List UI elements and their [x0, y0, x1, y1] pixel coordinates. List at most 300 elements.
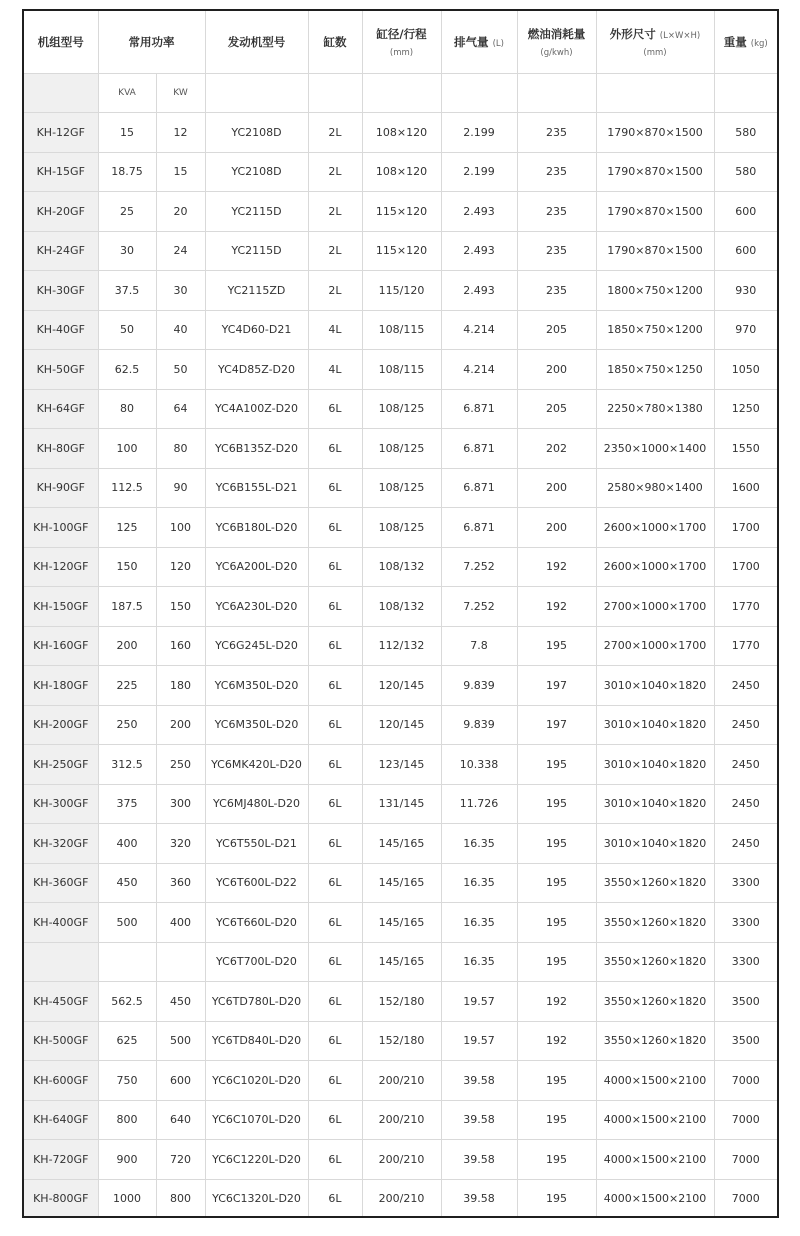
- header-bore-unit: (mm): [389, 48, 414, 58]
- cell-model: KH-100GF: [24, 508, 98, 548]
- cell-kva: 18.75: [98, 152, 156, 192]
- cell-weight: 1700: [714, 547, 777, 587]
- cell-dimensions: 3550×1260×1820: [596, 982, 714, 1022]
- cell-engine: YC2115D: [205, 192, 308, 232]
- table-row: [24, 468, 777, 508]
- table-row: [24, 982, 777, 1022]
- cell-displacement: 16.35: [441, 903, 517, 943]
- table-row: [24, 666, 777, 706]
- cell-kw: 100: [156, 508, 205, 548]
- cell-engine: YC6M350L-D20: [205, 705, 308, 745]
- cell-bore: 120/145: [362, 666, 441, 706]
- cell-kva: 25: [98, 192, 156, 232]
- cell-cylinders: 6L: [308, 982, 362, 1022]
- cell-engine: YC6C1320L-D20: [205, 1179, 308, 1218]
- cell-model: KH-200GF: [24, 705, 98, 745]
- cell-engine: YC6T700L-D20: [205, 942, 308, 982]
- cell-displacement: 6.871: [441, 468, 517, 508]
- table-body: [24, 113, 777, 1219]
- cell-kw: 640: [156, 1100, 205, 1140]
- cell-kw: 64: [156, 389, 205, 429]
- cell-fuel: 235: [517, 231, 596, 271]
- cell-bore: 108/115: [362, 350, 441, 390]
- cell-engine: YC6A230L-D20: [205, 587, 308, 627]
- cell-kw: 80: [156, 429, 205, 469]
- table-row: [24, 824, 777, 864]
- cell-displacement: 7.252: [441, 547, 517, 587]
- cell-displacement: 39.58: [441, 1140, 517, 1180]
- cell-dimensions: 3010×1040×1820: [596, 824, 714, 864]
- cell-dimensions: 1790×870×1500: [596, 192, 714, 232]
- cell-dimensions: 1790×870×1500: [596, 152, 714, 192]
- cell-engine: YC2115D: [205, 231, 308, 271]
- cell-cylinders: 6L: [308, 1021, 362, 1061]
- cell-dimensions: 1790×870×1500: [596, 231, 714, 271]
- cell-cylinders: 2L: [308, 192, 362, 232]
- table-row: [24, 113, 777, 153]
- table-row: [24, 784, 777, 824]
- cell-fuel: 200: [517, 508, 596, 548]
- cell-weight: 1770: [714, 626, 777, 666]
- cell-cylinders: 6L: [308, 705, 362, 745]
- cell-kva: 250: [98, 705, 156, 745]
- cell-model: KH-24GF: [24, 231, 98, 271]
- cell-kva: 375: [98, 784, 156, 824]
- cell-model: KH-800GF: [24, 1179, 98, 1218]
- header-weight-unit: (kg): [750, 39, 768, 49]
- cell-model: KH-40GF: [24, 310, 98, 350]
- cell-model: KH-320GF: [24, 824, 98, 864]
- cell-model: KH-90GF: [24, 468, 98, 508]
- cell-weight: 3300: [714, 942, 777, 982]
- cell-displacement: 16.35: [441, 863, 517, 903]
- cell-dimensions: 2250×780×1380: [596, 389, 714, 429]
- cell-bore: 108/125: [362, 429, 441, 469]
- cell-engine: YC6TD840L-D20: [205, 1021, 308, 1061]
- cell-engine: YC6G245L-D20: [205, 626, 308, 666]
- cell-kw: 160: [156, 626, 205, 666]
- header-fuel: 燃油消耗量 (g/kwh): [517, 11, 596, 74]
- cell-weight: 930: [714, 271, 777, 311]
- table-row: [24, 587, 777, 627]
- cell-fuel: 235: [517, 152, 596, 192]
- cell-model: KH-250GF: [24, 745, 98, 785]
- cell-kw: 450: [156, 982, 205, 1022]
- cell-fuel: 195: [517, 1061, 596, 1101]
- cell-model: KH-20GF: [24, 192, 98, 232]
- cell-engine: YC4D85Z-D20: [205, 350, 308, 390]
- cell-cylinders: 6L: [308, 508, 362, 548]
- cell-displacement: 10.338: [441, 745, 517, 785]
- cell-model: KH-50GF: [24, 350, 98, 390]
- cell-displacement: 6.871: [441, 389, 517, 429]
- table-row: [24, 271, 777, 311]
- cell-kw: 360: [156, 863, 205, 903]
- subheader-kva: KVA: [98, 74, 156, 113]
- cell-kva: 37.5: [98, 271, 156, 311]
- cell-kw: 12: [156, 113, 205, 153]
- cell-dimensions: 3010×1040×1820: [596, 705, 714, 745]
- cell-fuel: 195: [517, 784, 596, 824]
- cell-displacement: 7.8: [441, 626, 517, 666]
- cell-kva: 100: [98, 429, 156, 469]
- cell-cylinders: 6L: [308, 1061, 362, 1101]
- cell-dimensions: 1850×750×1250: [596, 350, 714, 390]
- cell-kva: 187.5: [98, 587, 156, 627]
- cell-cylinders: 6L: [308, 824, 362, 864]
- cell-cylinders: 6L: [308, 547, 362, 587]
- header-dimensions-unit: (mm): [643, 48, 667, 58]
- cell-cylinders: 6L: [308, 429, 362, 469]
- header-displacement: 排气量 (L): [441, 11, 517, 74]
- table-row: [24, 626, 777, 666]
- subheader-blank: [596, 74, 714, 113]
- cell-cylinders: 6L: [308, 468, 362, 508]
- cell-bore: 108/125: [362, 508, 441, 548]
- table-row: [24, 942, 777, 982]
- cell-fuel: 205: [517, 310, 596, 350]
- cell-kw: 20: [156, 192, 205, 232]
- cell-fuel: 195: [517, 1140, 596, 1180]
- cell-kw: 150: [156, 587, 205, 627]
- cell-fuel: 200: [517, 350, 596, 390]
- cell-dimensions: 4000×1500×2100: [596, 1179, 714, 1218]
- cell-dimensions: 3550×1260×1820: [596, 863, 714, 903]
- cell-fuel: 195: [517, 942, 596, 982]
- cell-bore: 200/210: [362, 1061, 441, 1101]
- cell-kva: 562.5: [98, 982, 156, 1022]
- cell-cylinders: 6L: [308, 1100, 362, 1140]
- cell-bore: 115×120: [362, 192, 441, 232]
- cell-weight: 600: [714, 231, 777, 271]
- subheader-kw: KW: [156, 74, 205, 113]
- cell-fuel: 192: [517, 547, 596, 587]
- cell-kw: 250: [156, 745, 205, 785]
- table-row: [24, 350, 777, 390]
- cell-bore: 108/132: [362, 587, 441, 627]
- cell-kw: 15: [156, 152, 205, 192]
- cell-engine: YC6T550L-D21: [205, 824, 308, 864]
- cell-kw: 50: [156, 350, 205, 390]
- cell-engine: YC6C1220L-D20: [205, 1140, 308, 1180]
- cell-kva: 112.5: [98, 468, 156, 508]
- cell-model: KH-120GF: [24, 547, 98, 587]
- cell-fuel: 195: [517, 1179, 596, 1218]
- cell-model: KH-600GF: [24, 1061, 98, 1101]
- cell-displacement: 4.214: [441, 350, 517, 390]
- cell-dimensions: 2600×1000×1700: [596, 547, 714, 587]
- cell-kva: 200: [98, 626, 156, 666]
- cell-weight: 580: [714, 113, 777, 153]
- cell-displacement: 9.839: [441, 666, 517, 706]
- cell-dimensions: 4000×1500×2100: [596, 1140, 714, 1180]
- table-row: [24, 1061, 777, 1101]
- cell-displacement: 2.199: [441, 152, 517, 192]
- cell-kva: [98, 942, 156, 982]
- cell-model: [24, 942, 98, 982]
- cell-weight: 1050: [714, 350, 777, 390]
- cell-model: KH-300GF: [24, 784, 98, 824]
- cell-engine: YC6A200L-D20: [205, 547, 308, 587]
- cell-model: KH-500GF: [24, 1021, 98, 1061]
- spec-table-frame: [22, 9, 779, 1218]
- cell-kw: 600: [156, 1061, 205, 1101]
- cell-fuel: 195: [517, 1100, 596, 1140]
- cell-fuel: 235: [517, 192, 596, 232]
- cell-kva: 30: [98, 231, 156, 271]
- cell-displacement: 2.493: [441, 192, 517, 232]
- cell-kw: 24: [156, 231, 205, 271]
- table-row: [24, 705, 777, 745]
- table-row: [24, 547, 777, 587]
- cell-model: KH-80GF: [24, 429, 98, 469]
- cell-model: KH-150GF: [24, 587, 98, 627]
- cell-displacement: 6.871: [441, 508, 517, 548]
- cell-dimensions: 4000×1500×2100: [596, 1061, 714, 1101]
- cell-cylinders: 6L: [308, 745, 362, 785]
- table-row: [24, 231, 777, 271]
- cell-weight: 2450: [714, 784, 777, 824]
- cell-kw: 200: [156, 705, 205, 745]
- cell-bore: 145/165: [362, 863, 441, 903]
- generator-spec-table: [24, 11, 777, 1218]
- cell-kw: 90: [156, 468, 205, 508]
- cell-engine: YC6T660L-D20: [205, 903, 308, 943]
- cell-engine: YC4A100Z-D20: [205, 389, 308, 429]
- cell-fuel: 195: [517, 824, 596, 864]
- cell-engine: YC6B180L-D20: [205, 508, 308, 548]
- cell-kw: 30: [156, 271, 205, 311]
- cell-bore: 108/115: [362, 310, 441, 350]
- cell-fuel: 195: [517, 626, 596, 666]
- cell-weight: 3300: [714, 903, 777, 943]
- cell-engine: YC6T600L-D22: [205, 863, 308, 903]
- cell-bore: 115/120: [362, 271, 441, 311]
- cell-model: KH-180GF: [24, 666, 98, 706]
- subheader-row: [24, 74, 777, 113]
- cell-displacement: 16.35: [441, 942, 517, 982]
- cell-kva: 125: [98, 508, 156, 548]
- subheader-blank: [205, 74, 308, 113]
- cell-model: KH-15GF: [24, 152, 98, 192]
- cell-bore: 108/125: [362, 468, 441, 508]
- cell-weight: 1600: [714, 468, 777, 508]
- cell-kw: 800: [156, 1179, 205, 1218]
- cell-weight: 970: [714, 310, 777, 350]
- subheader-model-blank: [24, 74, 98, 113]
- cell-bore: 120/145: [362, 705, 441, 745]
- cell-kva: 1000: [98, 1179, 156, 1218]
- cell-bore: 108/125: [362, 389, 441, 429]
- cell-displacement: 19.57: [441, 1021, 517, 1061]
- header-fuel-unit: (g/kwh): [540, 48, 573, 58]
- cell-cylinders: 2L: [308, 271, 362, 311]
- cell-cylinders: 6L: [308, 1140, 362, 1180]
- header-model: 机组型号: [24, 11, 98, 74]
- cell-dimensions: 2350×1000×1400: [596, 429, 714, 469]
- cell-weight: 7000: [714, 1061, 777, 1101]
- cell-cylinders: 6L: [308, 863, 362, 903]
- cell-kva: 62.5: [98, 350, 156, 390]
- cell-displacement: 39.58: [441, 1179, 517, 1218]
- cell-model: KH-64GF: [24, 389, 98, 429]
- cell-displacement: 9.839: [441, 705, 517, 745]
- cell-dimensions: 3550×1260×1820: [596, 903, 714, 943]
- cell-weight: 1770: [714, 587, 777, 627]
- cell-fuel: 192: [517, 982, 596, 1022]
- cell-bore: 145/165: [362, 942, 441, 982]
- cell-bore: 108×120: [362, 113, 441, 153]
- table-row: [24, 508, 777, 548]
- cell-kva: 900: [98, 1140, 156, 1180]
- cell-engine: YC4D60-D21: [205, 310, 308, 350]
- cell-model: KH-360GF: [24, 863, 98, 903]
- cell-weight: 600: [714, 192, 777, 232]
- cell-weight: 580: [714, 152, 777, 192]
- cell-displacement: 7.252: [441, 587, 517, 627]
- cell-dimensions: 4000×1500×2100: [596, 1100, 714, 1140]
- cell-model: KH-450GF: [24, 982, 98, 1022]
- cell-cylinders: 2L: [308, 113, 362, 153]
- cell-displacement: 39.58: [441, 1061, 517, 1101]
- cell-displacement: 2.493: [441, 271, 517, 311]
- cell-dimensions: 1850×750×1200: [596, 310, 714, 350]
- cell-dimensions: 3550×1260×1820: [596, 1021, 714, 1061]
- cell-kva: 312.5: [98, 745, 156, 785]
- cell-weight: 3500: [714, 982, 777, 1022]
- cell-cylinders: 6L: [308, 942, 362, 982]
- cell-kva: 15: [98, 113, 156, 153]
- cell-fuel: 200: [517, 468, 596, 508]
- cell-bore: 200/210: [362, 1140, 441, 1180]
- cell-dimensions: 2580×980×1400: [596, 468, 714, 508]
- cell-kva: 225: [98, 666, 156, 706]
- cell-dimensions: 2700×1000×1700: [596, 626, 714, 666]
- cell-kw: 300: [156, 784, 205, 824]
- cell-cylinders: 2L: [308, 152, 362, 192]
- cell-model: KH-30GF: [24, 271, 98, 311]
- cell-kw: 500: [156, 1021, 205, 1061]
- cell-engine: YC6B155L-D21: [205, 468, 308, 508]
- cell-dimensions: 3010×1040×1820: [596, 666, 714, 706]
- table-row: [24, 310, 777, 350]
- cell-displacement: 39.58: [441, 1100, 517, 1140]
- table-row: [24, 1179, 777, 1218]
- cell-fuel: 197: [517, 705, 596, 745]
- cell-cylinders: 6L: [308, 626, 362, 666]
- cell-kva: 400: [98, 824, 156, 864]
- cell-weight: 2450: [714, 824, 777, 864]
- cell-fuel: 205: [517, 389, 596, 429]
- cell-dimensions: 1790×870×1500: [596, 113, 714, 153]
- cell-bore: 200/210: [362, 1100, 441, 1140]
- subheader-blank: [441, 74, 517, 113]
- table-row: [24, 745, 777, 785]
- cell-kw: 720: [156, 1140, 205, 1180]
- cell-kva: 450: [98, 863, 156, 903]
- header-row: [24, 11, 777, 74]
- cell-cylinders: 4L: [308, 310, 362, 350]
- table-row: [24, 192, 777, 232]
- cell-cylinders: 6L: [308, 389, 362, 429]
- cell-bore: 115×120: [362, 231, 441, 271]
- cell-displacement: 6.871: [441, 429, 517, 469]
- table-row: [24, 389, 777, 429]
- cell-model: KH-12GF: [24, 113, 98, 153]
- cell-weight: 7000: [714, 1100, 777, 1140]
- cell-kw: [156, 942, 205, 982]
- cell-weight: 2450: [714, 745, 777, 785]
- cell-model: KH-640GF: [24, 1100, 98, 1140]
- cell-displacement: 16.35: [441, 824, 517, 864]
- cell-cylinders: 2L: [308, 231, 362, 271]
- cell-kw: 180: [156, 666, 205, 706]
- cell-cylinders: 4L: [308, 350, 362, 390]
- cell-dimensions: 2600×1000×1700: [596, 508, 714, 548]
- cell-engine: YC6MJ480L-D20: [205, 784, 308, 824]
- cell-cylinders: 6L: [308, 666, 362, 706]
- cell-dimensions: 3550×1260×1820: [596, 942, 714, 982]
- cell-bore: 123/145: [362, 745, 441, 785]
- cell-bore: 145/165: [362, 903, 441, 943]
- cell-engine: YC6B135Z-D20: [205, 429, 308, 469]
- cell-fuel: 202: [517, 429, 596, 469]
- cell-cylinders: 6L: [308, 784, 362, 824]
- cell-kw: 400: [156, 903, 205, 943]
- subheader-blank: [714, 74, 777, 113]
- cell-weight: 1250: [714, 389, 777, 429]
- header-engine: 发动机型号: [205, 11, 308, 74]
- cell-bore: 152/180: [362, 1021, 441, 1061]
- cell-kw: 320: [156, 824, 205, 864]
- header-cylinders: 缸数: [308, 11, 362, 74]
- header-weight: 重量 (kg): [714, 11, 777, 74]
- header-dimensions-unit-inline: (L×W×H): [659, 31, 701, 41]
- cell-kva: 150: [98, 547, 156, 587]
- cell-engine: YC6C1020L-D20: [205, 1061, 308, 1101]
- cell-engine: YC2108D: [205, 113, 308, 153]
- cell-kva: 625: [98, 1021, 156, 1061]
- cell-model: KH-720GF: [24, 1140, 98, 1180]
- cell-cylinders: 6L: [308, 903, 362, 943]
- cell-fuel: 197: [517, 666, 596, 706]
- header-dimensions: 外形尺寸 (L×W×H) (mm): [596, 11, 714, 74]
- cell-bore: 152/180: [362, 982, 441, 1022]
- cell-displacement: 2.199: [441, 113, 517, 153]
- cell-bore: 131/145: [362, 784, 441, 824]
- cell-engine: YC6MK420L-D20: [205, 745, 308, 785]
- cell-displacement: 2.493: [441, 231, 517, 271]
- header-power: 常用功率: [98, 11, 205, 74]
- header-displacement-unit: (L): [492, 39, 504, 49]
- cell-engine: YC6M350L-D20: [205, 666, 308, 706]
- table-row: [24, 863, 777, 903]
- cell-engine: YC6C1070L-D20: [205, 1100, 308, 1140]
- table-row: [24, 1140, 777, 1180]
- subheader-blank: [362, 74, 441, 113]
- cell-bore: 108/132: [362, 547, 441, 587]
- cell-displacement: 11.726: [441, 784, 517, 824]
- cell-displacement: 4.214: [441, 310, 517, 350]
- cell-fuel: 235: [517, 113, 596, 153]
- cell-bore: 112/132: [362, 626, 441, 666]
- cell-weight: 1700: [714, 508, 777, 548]
- cell-kva: 750: [98, 1061, 156, 1101]
- subheader-blank: [308, 74, 362, 113]
- cell-bore: 145/165: [362, 824, 441, 864]
- table-row: [24, 1021, 777, 1061]
- cell-kw: 40: [156, 310, 205, 350]
